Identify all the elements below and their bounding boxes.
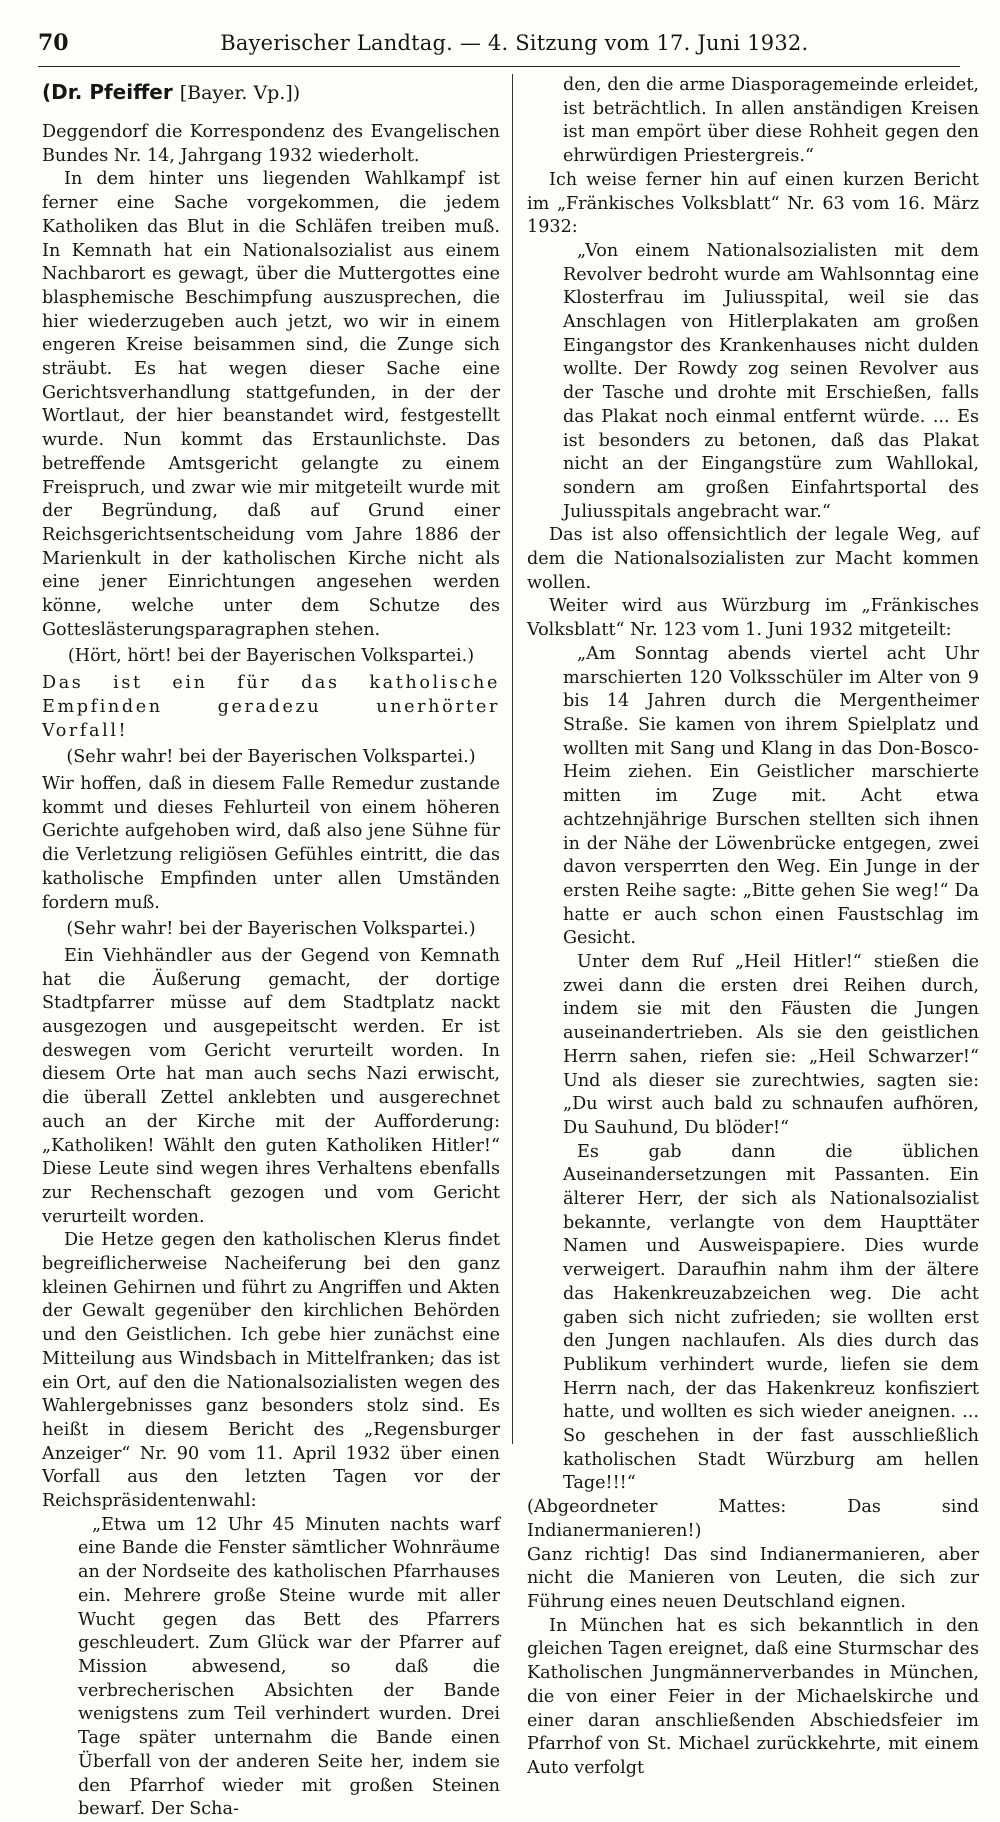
quotation: „Von einem Nationalsozialisten mit dem Revolver bedroht wurde am Wahlsonntag eine Klosterfrau im Juliusspital, weil sie das Anschlagen von Hitlerplakaten am großen Eingangstor des Krankenhauses nicht dulden wollte. Der Rowdy zog seinen Revolver aus der Tasche und drohte mit Erschießen, falls das Plakat noch einmal entfernt würde. ... Es ist besonders zu betonen, daß das Plakat nicht an der Eingangstüre zum Wahllokal, sondern am großen Einfahrtsportal des Juliusspitals angebracht war.“ — [563, 240, 979, 522]
running-title: Bayerischer Landtag. — 4. Sitzung vom 17. Juni 1932. — [220, 31, 809, 55]
paragraph: Das ist also offensichtlich der legale Weg, auf dem die Nationalsozialisten zur Macht kommen wollen. — [527, 525, 979, 593]
speaker-name: (Dr. Pfeiffer — [42, 80, 173, 104]
page-header — [38, 30, 960, 64]
header-rule — [38, 66, 960, 67]
page-number: 70 — [38, 30, 69, 56]
paragraph: Ein Viehhändler aus der Gegend von Kemnath hat die Äußerung gemacht, der dortige Stadtpfarrer müsse auf dem Stadtplatz nackt ausgezogen und ausgepeitscht werden. Er ist deswegen vom Gericht verurteilt worden. In diesem Orte hat man auch sechs Nazi erwischt, die überall Zettel anklebten und ausgerechnet auch an der Kirche mit der Aufforderung: „Katholiken! Wählt den guten Katholiken Hitler!“ Diese Leute sind wegen ihres Verhaltens ebenfalls zur Rechenschaft gezogen und vom Gericht verurteilt worden. — [42, 945, 500, 1227]
paragraph: Die Hetze gegen den katholischen Klerus findet begreiflicherweise Nacheiferung bei den ganz kleinen Gehirnen und führt zu Angriffen und Akten der Gewalt gegenüber den kirchlichen Behörden und den Geistlichen. Ich gebe hier zunächst eine Mitteilung aus Windsbach in Mittelfranken; das ist ein Ort, auf den die Nationalsozialisten wegen des Wahlergebnisses ganz besonders stolz sind. Es heißt in diesem Bericht des „Regensburger Anzeiger“ Nr. 90 vom 11. April 1932 über einen Vorfall aus den letzten Tagen vor der Reichspräsidentenwahl: — [42, 1230, 500, 1512]
speaker-label — [42, 78, 500, 107]
quotation: Es gab dann die üblichen Auseinandersetzungen mit Passanten. Ein älterer Herr, der sich als Nationalsozialist bekannte, verlangte von dem Haupttäter Namen und Ausweispapiere. Dies wurde verweigert. Daraufhin nahm ihm der ältere das Hakenkreuzabzeichen weg. Die acht gaben sich nicht zufrieden; sie wollten erst den Jungen nachlaufen. Als dies durch das Publikum verhindert wurde, liefen sie dem Herrn nach, der das Hakenkreuz konfisziert hatte, und wollten es sich wieder aneignen. ... So geschehen in der fast ausschließlich katholischen Stadt Würzburg am hellen Tage!!!“ — [563, 1141, 979, 1494]
paragraph: Weiter wird aus Würzburg im „Fränkisches Volksblatt“ Nr. 123 vom 1. Juni 1932 mitgeteilt: — [527, 596, 979, 641]
quotation: „Am Sonntag abends viertel acht Uhr marschierten 120 Volksschüler im Alter von 9 bis 14 Jahren durch die Mergentheimer Straße. Sie kamen von ihrem Spielplatz und wollten mit Sang und Klang in das Don-Bosco-Heim ziehen. Ein Geistlicher marschierte mitten im Zuge mit. Acht etwa achtzehnjährige Burschen stellten sich ihnen in der Nähe der Löwenbrücke entgegen, zwei davon versperrten den Weg. Ein Junge in der ersten Reihe sagte: „Bitte gehen Sie weg!“ Da hatte er auch schon einen Faustschlag im Gesicht. — [563, 643, 979, 949]
paragraph: In München hat es sich bekanntlich in den gleichen Tagen ereignet, daß eine Sturmschar des Katholischen Jungmännerverbandes in München, die von einer Feier in der Michaelskirche und einer daran anschließenden Abschiedsfeier im Pfarrhof von St. Michael zurückkehrte, mit einem Auto verfolgt — [527, 1615, 979, 1778]
left-column — [42, 78, 500, 1820]
interjection: (Abgeordneter Mattes: Das sind Indianermanieren!) — [527, 1497, 979, 1541]
emphasized-paragraph: Das ist ein für das katholische Empfinden geradezu unerhörter Vorfall! — [42, 673, 500, 741]
interjection: (Sehr wahr! bei der Bayerischen Volkspartei.) — [66, 919, 476, 940]
paragraph: Wir hoffen, daß in diesem Falle Remedur zustande kommt und dieses Fehlurteil von einem höheren Gerichte aufgehoben wird, daß also jene Sühne für die Verletzung religiösen Gefühles eintritt, die das katholische Empfinden unter allen Umständen fordern muß. — [42, 773, 500, 913]
speaker-party: [Bayer. Vp.]) — [179, 82, 301, 104]
paragraph: Ich weise ferner hin auf einen kurzen Bericht im „Fränkisches Volksblatt“ Nr. 63 vom 16. März 1932: — [527, 169, 979, 238]
right-column — [527, 74, 979, 1778]
paragraph: Ganz richtig! Das sind Indianermanieren, aber nicht die Manieren von Leuten, die sich zur Führung eines neuen Deutschland eignen. — [527, 1544, 979, 1612]
interjection: (Hört, hört! bei der Bayerischen Volkspartei.) — [67, 646, 475, 667]
interjection: (Sehr wahr! bei der Bayerischen Volkspartei.) — [66, 747, 476, 768]
quotation: Unter dem Ruf „Heil Hitler!“ stießen die zwei dann die ersten drei Reihen durch, indem sie mit den Fäusten die Jungen auseinandertrieben. Als sie den geistlichen Herrn sahen, riefen sie: „Heil Schwarzer!“ Und als dieser sie zurechtwies, sagten sie: „Du wirst auch bald zu schnaufen aufhören, Du Sauhund, Du blöder!“ — [563, 952, 979, 1138]
quotation: den, den die arme Diasporagemeinde erleidet, ist beträchtlich. In allen anständigen Kreisen ist man empört über diese Rohheit gegen den ehrwürdigen Priestergreis.“ — [563, 75, 979, 167]
paragraph: Deggendorf die Korrespondenz des Evangelischen Bundes Nr. 14, Jahrgang 1932 wiederholt. — [42, 122, 500, 166]
column-divider — [512, 74, 513, 1444]
quotation: „Etwa um 12 Uhr 45 Minuten nachts warf eine Bande die Fenster sämtlicher Wohnräume an der Nordseite des katholischen Pfarrhauses ein. Mehrere große Steine wurde mit aller Wucht gegen das Bett des Pfarrers geschleudert. Zum Glück war der Pfarrer auf Mission abwesend, so daß die verbrecherischen Absichten der Bande wenigstens zum Teil verhindert wurden. Drei Tage später unternahm die Bande einen Überfall von der anderen Seite her, indem sie den Pfarrhof wieder mit großen Steinen bewarf. Der Scha- — [78, 1514, 500, 1820]
paragraph: In dem hinter uns liegenden Wahlkampf ist ferner eine Sache vorgekommen, die jedem Katholiken das Blut in die Schläfen treiben muß. In Kemnath hat ein Nationalsozialist aus einem Nachbarort es gewagt, über die Muttergottes eine blasphemische Beschimpfung auszusprechen, die hier wiederzugeben auch jetzt, wo wir in einem engeren Kreise beisammen sind, die Zunge sich sträubt. Es hat wegen dieser Sache eine Gerichtsverhandlung stattgefunden, in der der Wortlaut, der hier beanstandet wird, festgestellt wurde. Nun kommt das Erstaunlichste. Das betreffende Amtsgericht gelangte zu einem Freispruch, und zwar wie mir mitgeteilt wurde mit der Begründung, daß auf Grund einer Reichsgerichtsentscheidung vom Jahre 1886 der Marienkult in der katholischen Kirche nicht als eine jener Einrichtungen angesehen werden könne, welche unter dem Schutze des Gotteslästerungsparagraphen stehen. — [42, 169, 500, 640]
